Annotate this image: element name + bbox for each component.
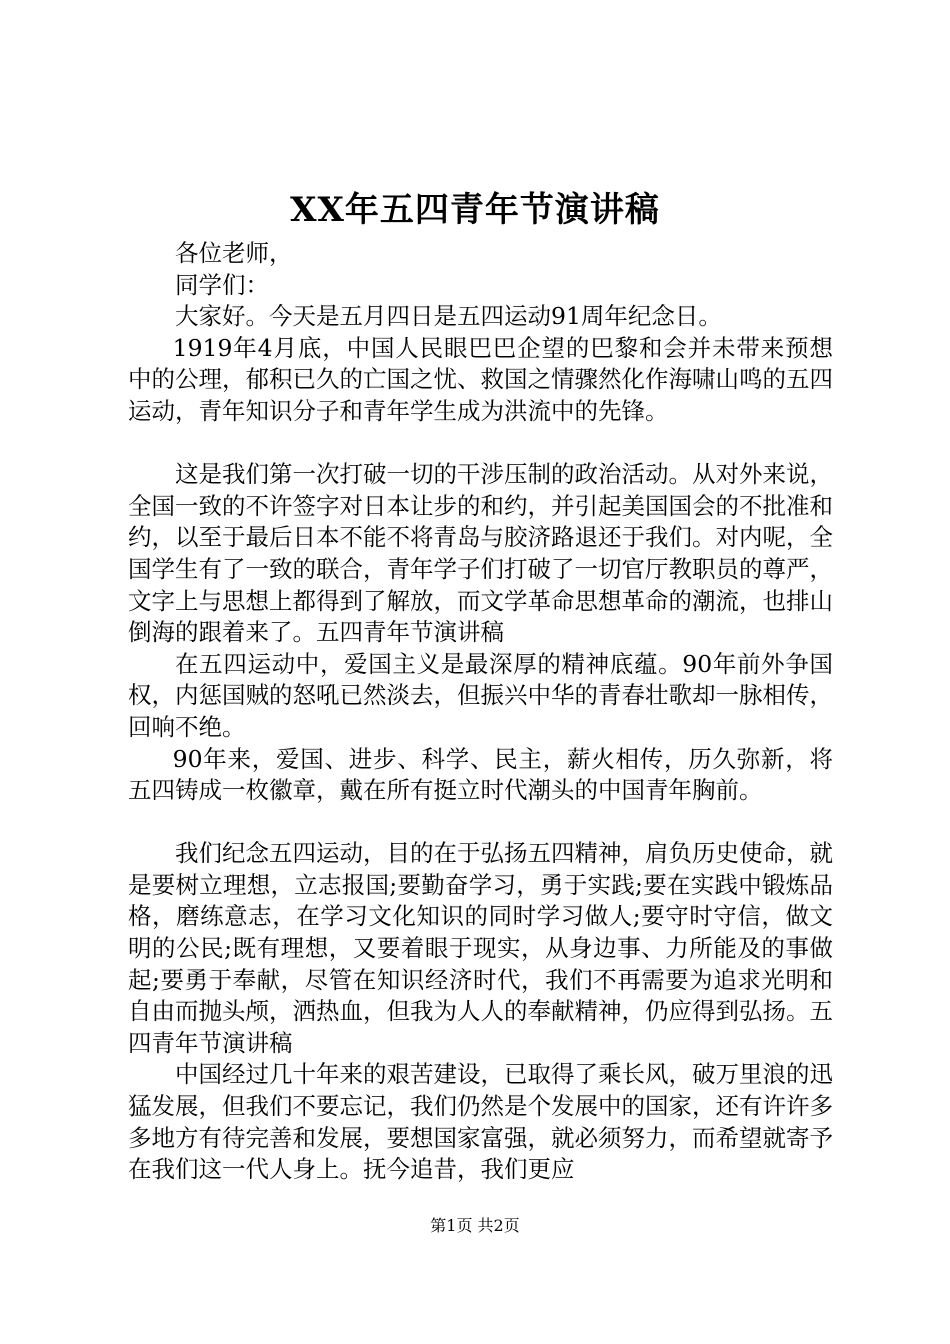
paragraph-patriotism: 在五四运动中，爱国主义是最深厚的精神底蕴。90年前外争国权，内惩国贼的怒吼已然淡去，但振兴中华的青春壮歌却一脉相传，回响不绝。 [128, 649, 833, 741]
salutation-students: 同学们： [175, 270, 269, 299]
paragraph-political-activity: 这是我们第一次打破一切的干涉压制的政治活动。从对外来说，全国一致的不许签字对日本让步的和约，并引起美国国会的不批准和约，以至于最后日本不能不将青岛与胶济路退还于我们。对内呢，全国学生有了一致的联合，青年学子们打破了一切官厅教职员的尊严，文字上与思想上都得到了解放，而文学革命思想革命的潮流，也排山倒海的跟着来了。五四青年节演讲稿 [128, 460, 833, 647]
paragraph-china-development: 中国经过几十年来的艰苦建设，已取得了乘长风，破万里浪的迅猛发展，但我们不要忘记，我们仍然是个发展中的国家，还有许许多多地方有待完善和发展，要想国家富强，就必须努力，而希望就寄予在我们这一代人身上。抚今追昔，我们更应 [128, 1060, 833, 1184]
document-title: XX年五四青年节演讲稿 [290, 190, 660, 230]
paragraph-1919: 1919年4月底，中国人民眼巴巴企望的巴黎和会并未带来预想中的公理，郁积已久的亡国之忧、救国之情骤然化作海啸山鸣的五四运动，青年知识分子和青年学生成为洪流中的先锋。 [128, 333, 833, 425]
salutation-teachers: 各位老师， [175, 239, 293, 267]
greeting-paragraph: 大家好。今天是五月四日是五四运动91周年纪念日。 [175, 302, 722, 331]
document-body [128, 238, 833, 1186]
paragraph-commemorate: 我们纪念五四运动，目的在于弘扬五四精神，肩负历史使命，就是要树立理想，立志报国;要勤奋学习，勇于实践;要在实践中锻炼品格，磨练意志，在学习文化知识的同时学习做人;要守时守信，做文明的公民;既有理想，又要着眼于现实，从身边事、力所能及的事做起;要勇于奉献，尽管在知识经济时代，我们不再需要为追求光明和自由而抛头颅，洒热血，但我为人人的奉献精神，仍应得到弘扬。五四青年节演讲稿 [128, 839, 833, 1057]
page-number: 第1页 共2页 [430, 1216, 520, 1235]
paragraph-gap [128, 428, 833, 460]
paragraph-90-years: 90年来，爱国、进步、科学、民主，薪火相传，历久弥新，将五四铸成一枚徽章，戴在所有挺立时代潮头的中国青年胸前。 [128, 744, 833, 805]
paragraph-gap [128, 807, 833, 839]
